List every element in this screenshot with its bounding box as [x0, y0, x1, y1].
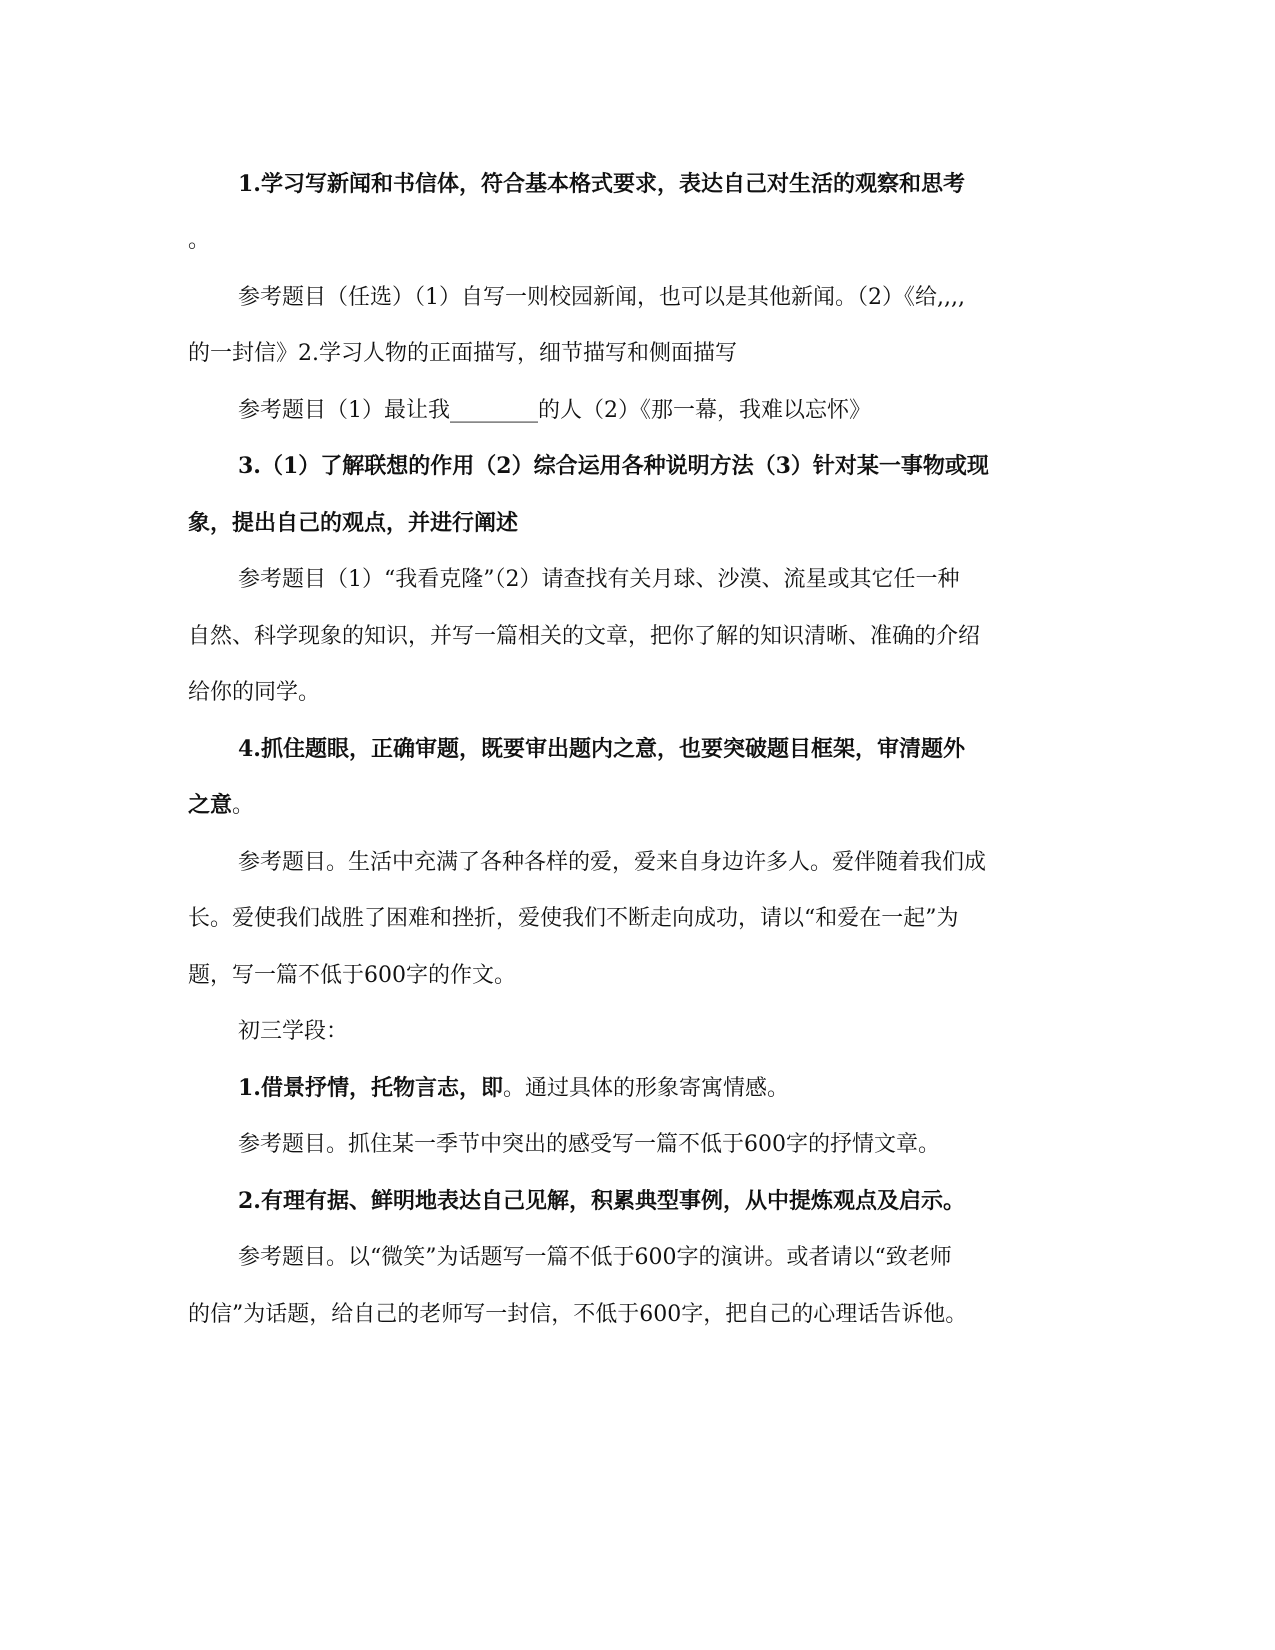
heading-continuation: 。	[188, 228, 211, 253]
reference-topics-3-line-2: 自然、科学现象的知识，并写一篇相关的文章，把你了解的知识清晰、准确的介绍	[188, 624, 981, 649]
reference-topics-5: 参考题目。抓住某一季节中突出的感受写一篇不低于600字的抒情文章。	[238, 1132, 940, 1157]
heading-association: 3.（1）了解联想的作用（2）综合运用各种说明方法（3）针对某一事物或现	[238, 453, 989, 479]
reference-topics-6: 参考题目。以“微笑”为话题写一篇不低于600字的演讲。或者请以“致老师	[238, 1245, 952, 1270]
reference-topics-1: 参考题目（任选）（1）自写一则校园新闻，也可以是其他新闻。（2）《给,,,,	[238, 285, 965, 310]
reference-topics-2: 参考题目（1）最让我________的人（2）《那一幕，我难以忘怀》	[238, 398, 871, 423]
heading-topic-review-continued: 之意。	[188, 792, 255, 818]
heading-news-letter: 1.学习写新闻和书信体，符合基本格式要求，表达自己对生活的观察和思考	[238, 171, 965, 197]
section-grade-nine: 初三学段：	[238, 1019, 349, 1044]
reference-topics-6-continued: 的信”为话题，给自己的老师写一封信，不低于600字，把自己的心理话告诉他。	[188, 1302, 968, 1327]
reference-topics-4: 参考题目。生活中充满了各种各样的爱，爱来自身边许多人。爱伴随着我们成	[238, 850, 987, 875]
reference-topics-3: 参考题目（1）“我看克隆”（2）请查找有关月球、沙漠、流星或其它任一种	[238, 567, 960, 592]
heading-lyrical: 1.借景抒情，托物言志，即。通过具体的形象寄寓情感。	[238, 1075, 789, 1101]
heading-topic-review: 4.抓住题眼，正确审题，既要审出题内之意，也要突破题目框架，审清题外	[238, 736, 965, 762]
reference-topics-4-line-3: 题，写一篇不低于600字的作文。	[188, 963, 516, 988]
reference-topics-1-continued: 的一封信》2.学习人物的正面描写，细节描写和侧面描写	[188, 341, 737, 366]
heading-argument: 2.有理有据、鲜明地表达自己见解，积累典型事例，从中提炼观点及启示。	[238, 1188, 965, 1214]
reference-topics-4-line-2: 长。爱使我们战胜了困难和挫折，爱使我们不断走向成功，请以“和爱在一起”为	[188, 906, 959, 931]
heading-association-continued: 象，提出自己的观点，并进行阐述	[188, 510, 519, 536]
reference-topics-3-line-3: 给你的同学。	[188, 680, 321, 705]
